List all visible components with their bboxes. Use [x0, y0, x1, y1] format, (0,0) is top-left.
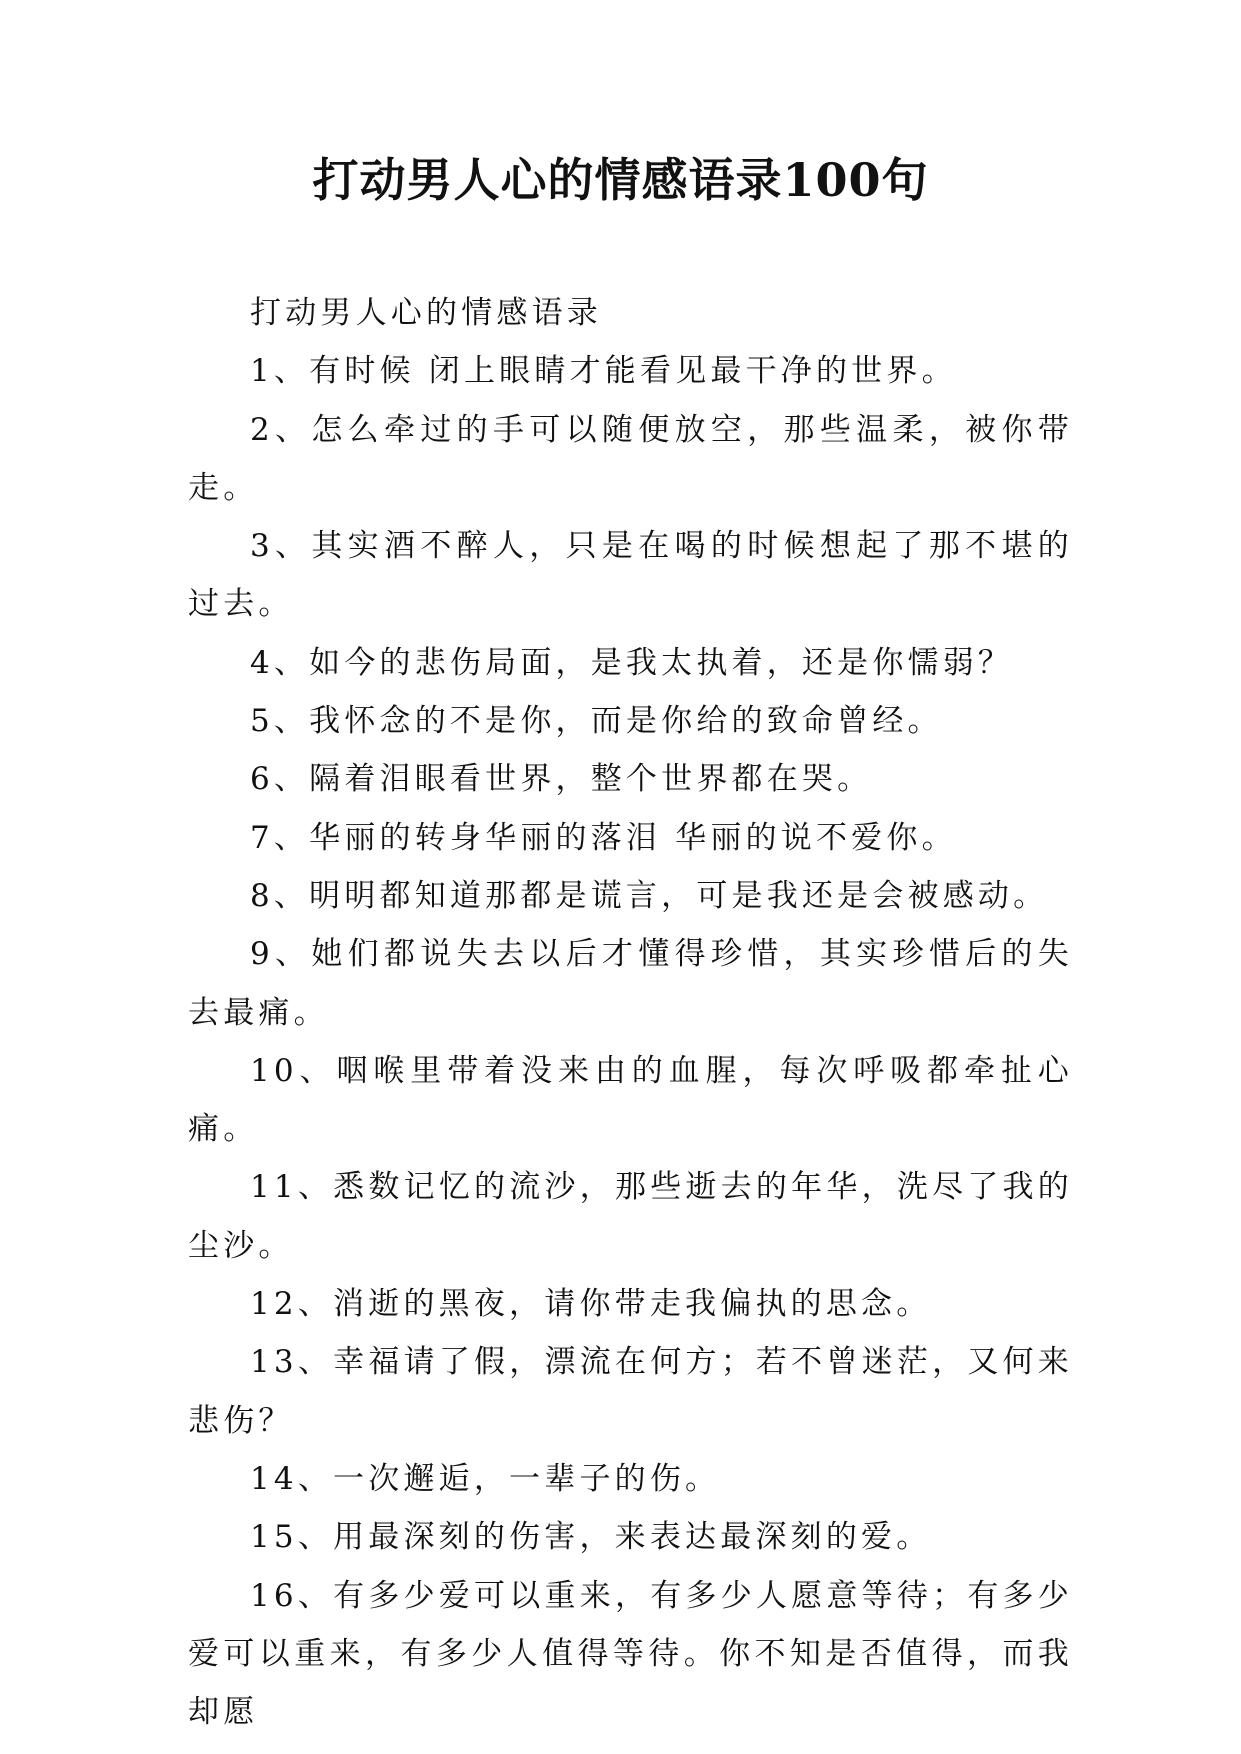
quote-10: 10、咽喉里带着没来由的血腥，每次呼吸都牵扯心痛。 — [188, 1052, 1073, 1148]
quote-14: 14、一次邂逅，一辈子的伤。 — [250, 1460, 721, 1497]
quote-1: 1、有时候 闭上眼睛才能看见最干净的世界。 — [250, 353, 957, 390]
document-body — [188, 284, 1073, 1741]
quote-6: 6、隔着泪眼看世界，整个世界都在哭。 — [250, 761, 873, 798]
quote-11: 11、悉数记忆的流沙，那些逝去的年华，洗尽了我的尘沙。 — [188, 1169, 1073, 1264]
quote-5: 5、我怀念的不是你，而是你给的致命曾经。 — [250, 703, 943, 740]
section-heading: 打动男人心的情感语录 — [250, 295, 602, 331]
quote-16: 16、有多少爱可以重来，有多少人愿意等待；有多少爱可以重来，有多少人值得等待。你不知是否值得，而我却愿 — [188, 1577, 1073, 1731]
document-title: 打动男人心的情感语录100句 — [312, 153, 929, 207]
quote-7: 7、华丽的转身华丽的落泪 华丽的说不爱你。 — [250, 819, 957, 856]
quote-12: 12、消逝的黑夜，请你带走我偏执的思念。 — [250, 1286, 932, 1323]
quote-13: 13、幸福请了假，漂流在何方；若不曾迷茫，又何来悲伤？ — [188, 1344, 1073, 1439]
quote-15: 15、用最深刻的伤害，来表达最深刻的爱。 — [250, 1519, 932, 1556]
quote-3: 3、其实酒不醉人，只是在喝的时候想起了那不堪的过去。 — [188, 528, 1073, 623]
quote-9: 9、她们都说失去以后才懂得珍惜，其实珍惜后的失去最痛。 — [188, 936, 1073, 1031]
quote-2: 2、怎么牵过的手可以随便放空，那些温柔，被你带走。 — [188, 411, 1073, 506]
quote-4: 4、如今的悲伤局面，是我太执着，还是你懦弱？ — [250, 644, 1014, 681]
quote-8: 8、明明都知道那都是谎言，可是我还是会被感动。 — [250, 877, 1049, 914]
